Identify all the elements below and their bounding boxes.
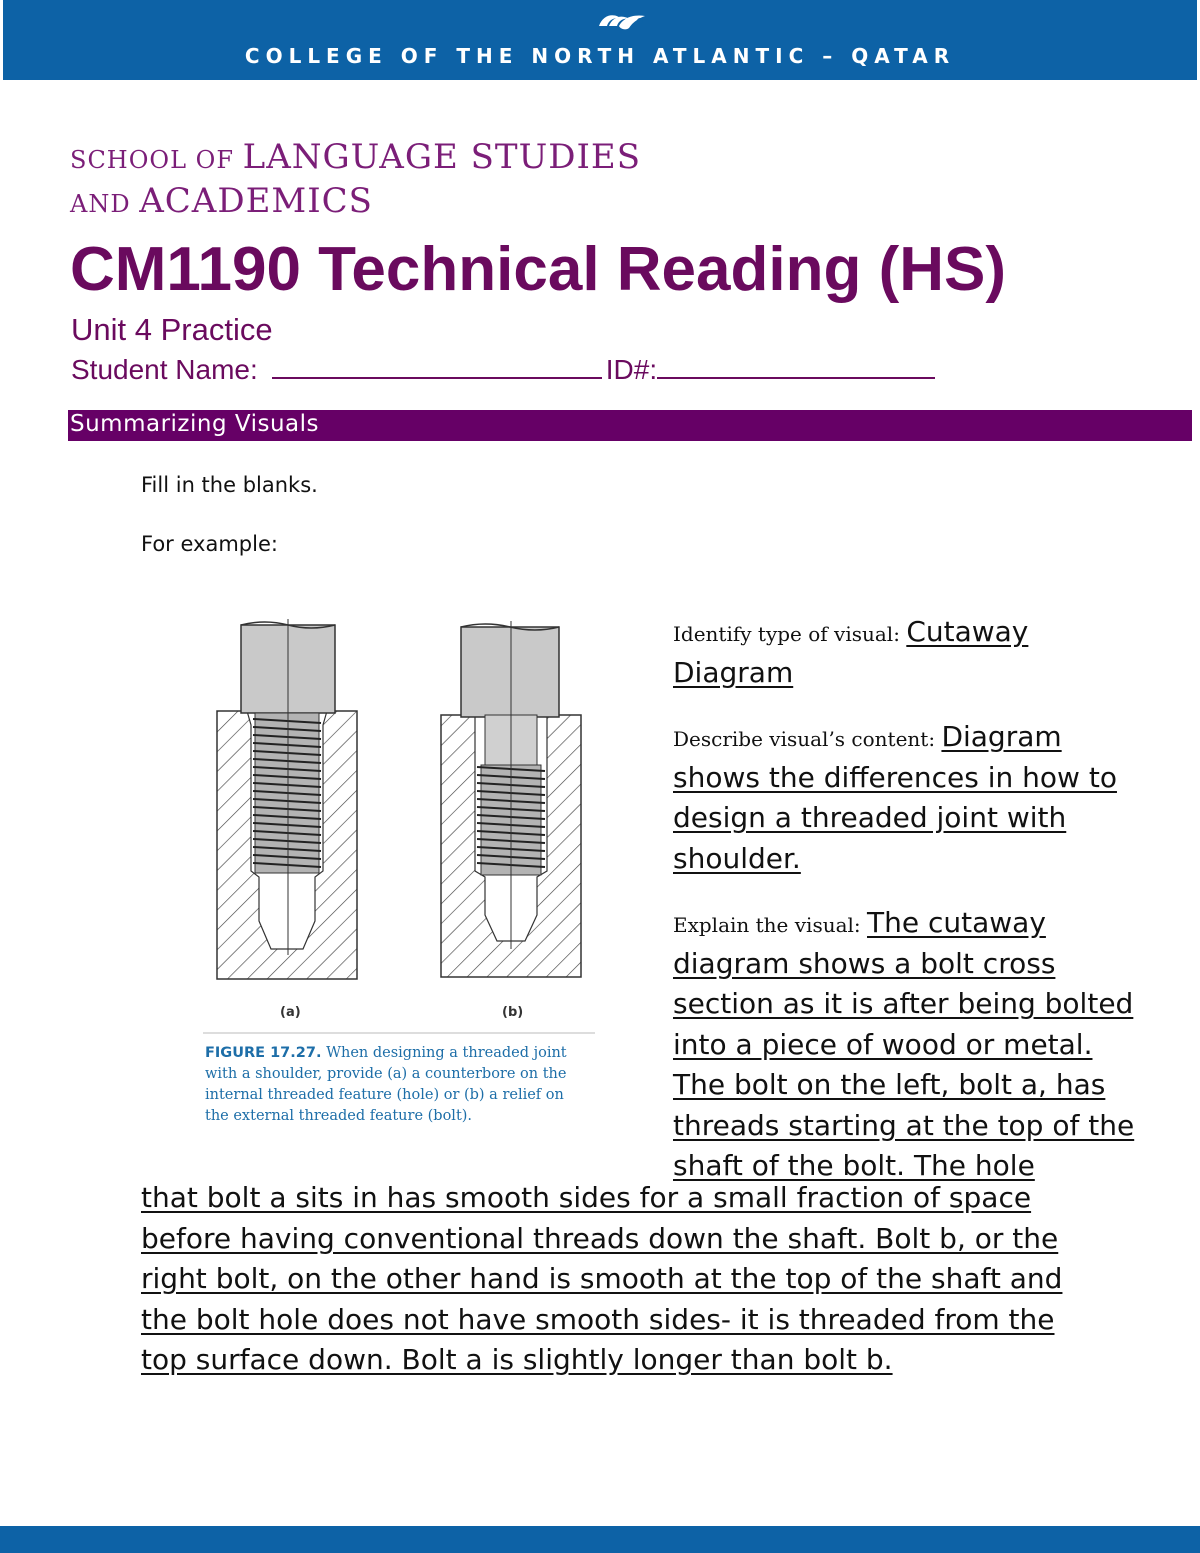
figure <box>195 615 600 1135</box>
q3-answer-continued <box>141 1180 1101 1383</box>
school-line2-prefix: AND <box>70 190 140 218</box>
figure-label-a: (a) <box>280 1005 301 1020</box>
school-line1-prefix: SCHOOL OF <box>70 146 243 174</box>
figure-label-b: (b) <box>502 1005 524 1020</box>
q1-answer[interactable]: Cutaway Diagram <box>673 615 1029 689</box>
student-name-label: Student Name: <box>71 354 258 385</box>
student-name-field[interactable] <box>272 351 602 379</box>
id-label: ID#: <box>605 354 658 385</box>
school-name <box>70 138 641 226</box>
college-title: COLLEGE OF THE NORTH ATLANTIC – QATAR <box>244 44 956 68</box>
q3-answer-part1[interactable]: The cutaway diagram shows a bolt cross section as it is after being bolted into a piece of wood or metal. The bolt on the left, bolt a, has threads starting at the top of the shaft of the bolt. The hole <box>673 906 1135 1182</box>
school-line1-main: LANGUAGE STUDIES <box>242 137 642 177</box>
footer-band <box>0 1526 1200 1553</box>
wave-logo-icon <box>593 8 651 36</box>
header-band <box>3 0 1197 80</box>
q3-label: Explain the visual: <box>673 913 868 937</box>
course-title: CM1190 Technical Reading (HS) <box>70 235 1006 304</box>
bolt-a-drawing <box>217 619 357 979</box>
q3-answer-part2[interactable]: that bolt a sits in has smooth sides for a small fraction of space before having conventional threads down the shaft. Bolt b, or the right bolt, on the other hand is smooth at the top of the shaft and the bolt hole does not have smooth sides- it is threaded from the top surface down. Bolt a is slightly longer than bolt b. <box>141 1181 1063 1376</box>
instruction-example: For example: <box>141 532 278 556</box>
instruction-fill: Fill in the blanks. <box>141 473 318 497</box>
student-info-line <box>71 351 935 386</box>
figure-caption-text: When designing a threaded joint with a shoulder, provide (a) a counterbore on the internal threaded feature (hole) or (b) a relief on the external threaded feature (bolt). <box>205 1045 567 1124</box>
bolt-b-drawing <box>441 621 581 977</box>
q1-label: Identify type of visual: <box>673 622 907 646</box>
unit-title: Unit 4 Practice <box>71 312 273 347</box>
section-title: Summarizing Visuals <box>70 411 320 437</box>
section-bar <box>68 410 1192 441</box>
school-line2-main: ACADEMICS <box>139 181 373 221</box>
figure-caption-number: FIGURE 17.27. <box>205 1045 322 1061</box>
answer-column <box>673 614 1143 1189</box>
q2-label: Describe visual’s content: <box>673 727 942 751</box>
figure-caption <box>205 1043 575 1127</box>
q2-answer[interactable]: Diagram shows the differences in how to design a threaded joint with shoulder. <box>673 720 1117 875</box>
id-field[interactable] <box>657 351 935 379</box>
bolt-cutaway-diagram <box>195 615 600 1035</box>
